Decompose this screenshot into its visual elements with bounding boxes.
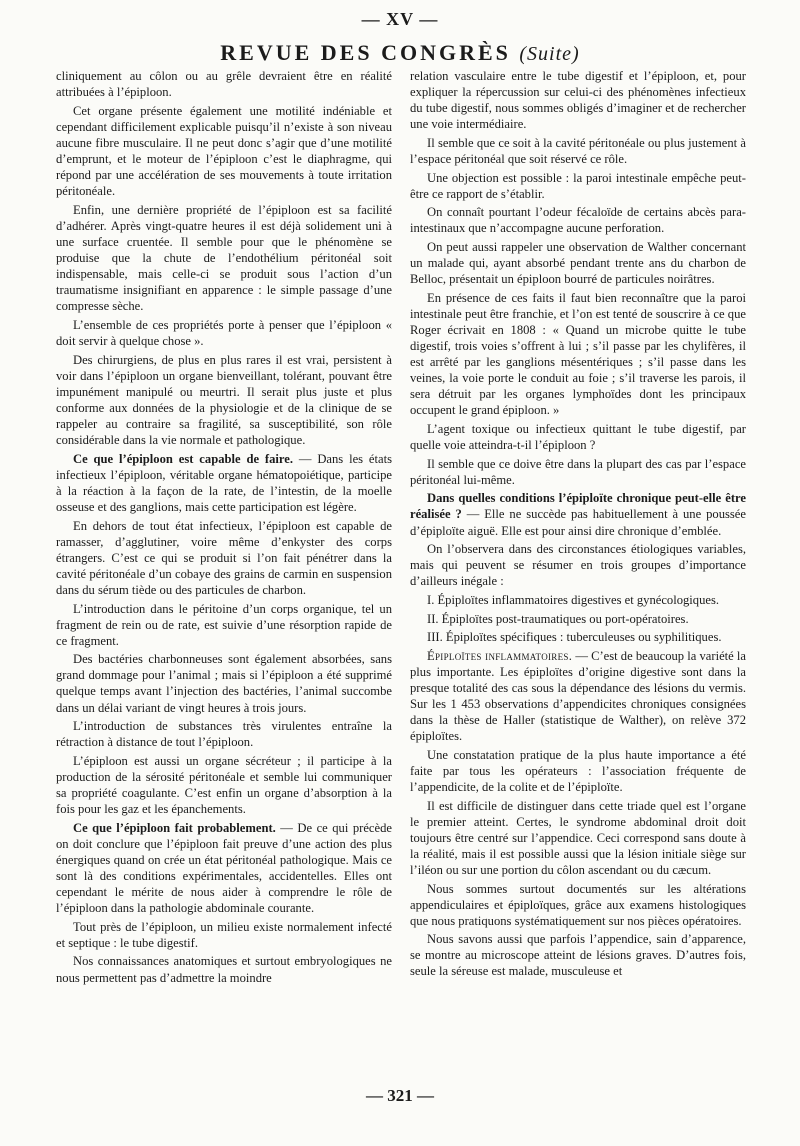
paragraph: Des chirurgiens, de plus en plus rares il est vrai, persistent à voir dans l’épiploon un organe bienveillant, tolérant, pouvant être impunément manipulé ou meurtri. Il serait plus juste et plus conforme aux données de la physiologie et de la clinique de se rappeler au contraire sa fragilité, sa susceptibilité, son rôle considérable dans la vie normale et pathologique.	[56, 352, 392, 448]
section-heading: Dans quelles conditions l’épiploïte chronique peut-elle être réalisée ?	[410, 491, 746, 522]
section-text: — Dans les états infectieux l’épiploon, véritable organe hématopoiétique, participe à la réaction à la façon de la rate, de l’intestin, de la moelle osseuse et des ganglions, mais cette participation est légère.	[56, 451, 392, 514]
roman-page-number: — XV —	[361, 9, 439, 29]
paragraph: L’agent toxique ou infectieux quittant le tube digestif, par quelle voie atteindra-t-il l’épiploon ?	[410, 421, 746, 453]
paragraph: On peut aussi rappeler une observation de Walther concernant un malade qui, ayant absorbé pendant trente ans du charbon de Belloc, présentait un épiploon bourré de particules noirâtres.	[410, 239, 746, 287]
paragraph: Enfin, une dernière propriété de l’épiploon est sa facilité d’adhérer. Après vingt-quatre heures il est déjà solidement uni à une surface cruentée. Il semble pour que le phénomène se produise que la chute de l’endothélium péritonéal soit indispensable, mais celle-ci se produit sous l’action d’un traumatisme insignifiant en apparence : le simple passage d’une compresse sèche.	[56, 202, 392, 314]
paragraph: L’introduction dans le péritoine d’un corps organique, tel un fragment de rein ou de rate, est suivie d’une résorption rapide de ce fragment.	[56, 601, 392, 648]
paragraph: Tout près de l’épiploon, un milieu existe normalement infecté et septique : le tube digestif.	[56, 919, 392, 950]
paragraph: Une objection est possible : la paroi intestinale empêche peut-être ce rapport de s’établir.	[410, 170, 746, 201]
paragraph: En présence de ces faits il faut bien reconnaître que la paroi intestinale peut être franchie, et l’on est tenté de souscrire à ce que Roger écrivait en 1808 : « Quand un microbe quitte le tube digestif, trois voies s’offrent à lui ; s’il passe par les chylifères, il est arrêté par les ganglions mésentériques ; s’il passe dans les veines, la voie porte le conduit au foie ; s’il traverse les parois, il sera détruit par les organes lymphoïdes dont les principaux occupent le grand épiploon. »	[410, 290, 746, 418]
paragraph: L’ensemble de ces propriétés porte à penser que l’épiploon « doit servir à quelque chose ».	[56, 317, 392, 348]
left-column	[56, 68, 392, 1088]
paragraph: En dehors de tout état infectieux, l’épiploon est capable de ramasser, d’agglutiner, voire même d’enkyster des corps étrangers. C’est ce qui se produit si l’on fait pénétrer dans la cavité péritonéale d’un cobaye des grains de carmin en suspension dans du sérum tiède ou des particules de charbon.	[56, 518, 392, 597]
section-paragraph	[410, 490, 746, 538]
title-suffix: (Suite)	[519, 43, 580, 65]
paragraph: relation vasculaire entre le tube digestif et l’épiploon, et, pour expliquer la répercussion sur celui-ci des phénomènes infectieux du tube digestif, nous sommes obligés d’imaginer et de rechercher une voie intermédiaire.	[410, 69, 746, 132]
paragraph: Nous sommes surtout documentés sur les altérations appendiculaires et épiploïques, grâce aux examens histologiques que nous pratiquons systématiquement sur nos pièces opératoires.	[410, 881, 746, 928]
paragraph: L’introduction de substances très virulentes entraîne la rétraction à distance de tout l’épiploon.	[56, 719, 392, 750]
list-item: II. Épiploïtes post-traumatiques ou port-opératoires.	[427, 611, 689, 626]
paragraph: Cet organe présente également une motilité indéniable et cependant difficilement explicable puisqu’il n’existe à son niveau aucune fibre musculaire. Il ne peut donc s’agir que d’une motilité d’emprunt, et le moteur de l’épiploon c’est le diaphragme, qui répond par une accélération de ses mouvements à toute irritation péritonéale.	[56, 103, 392, 199]
section-text: — C’est de beaucoup la variété la plus importante. Les épiploïtes d’origine digestive sont dans la presque totalité des cas sous la dépendance des lésions du vermis. Sur les 1 453 observations d’appendicites chroniques consignées dans la thèse de Haller (statistique de Walther), on relève 372 épiploïtes.	[410, 648, 746, 744]
page-title	[0, 40, 800, 67]
section-heading: Épiploïtes inflammatoires.	[427, 648, 573, 663]
right-column	[410, 68, 746, 1088]
section-heading: Ce que l’épiploon est capable de faire.	[73, 451, 293, 466]
section-heading: Ce que l’épiploon fait probablement.	[73, 820, 276, 835]
list-item: I. Épiploïtes inflammatoires digestives et gynécologiques.	[427, 592, 720, 607]
list-item: III. Épiploïtes spécifiques : tuberculeuses ou syphilitiques.	[427, 630, 722, 645]
paragraph: Il est difficile de distinguer dans cette triade quel est l’organe le premier atteint. Certes, le syndrome abdominal droit doit toujours être centré sur l’appendice. Ceci correspond sans doute à la réalité, mais il est possible aussi que la lésion initiale siège sur l’iléon ou sur une portion du côlon ascendant ou du cæcum.	[410, 798, 746, 877]
section-paragraph	[410, 648, 746, 745]
paragraph: L’épiploon est aussi un organe sécréteur ; il participe à la production de la sérosité péritonéale et semble lui communiquer sa propriété coagulante. C’est enfin un organe d’absorption à la fois pour les gaz et les épanchements.	[56, 753, 392, 817]
title-text: REVUE DES CONGRÈS	[220, 40, 511, 65]
paragraph: Il semble que ce doive être dans la plupart des cas par l’espace péritonéal lui-même.	[410, 456, 746, 487]
paragraph: Il semble que ce soit à la cavité péritonéale ou plus justement à l’espace péritonéal que soit réservé ce rôle.	[410, 135, 746, 166]
paragraph: Nos connaissances anatomiques et surtout embryologiques ne nous permettent pas d’admettre la moindre	[56, 954, 392, 985]
paragraph: Des bactéries charbonneuses sont également absorbées, sans grand dommage pour l’animal ; mais si l’épiploon a été supprimé quelque temps avant l’injection des bactéries, l’animal succombe dans un délai variant de vingt heures à trois jours.	[56, 652, 392, 715]
paragraph: On l’observera dans des circonstances étiologiques variables, mais qui peuvent se résumer en trois groupes d’importance d’ailleurs inégale :	[410, 542, 746, 589]
section-paragraph	[56, 451, 392, 515]
paragraph: Nous savons aussi que parfois l’appendice, sain d’apparence, se montre au microscope atteint de lésions graves. D’autres fois, seule la séreuse est malade, musculeuse et	[410, 932, 746, 979]
paragraph: cliniquement au côlon ou au grêle devraient être en réalité attribuées à l’épiploon.	[56, 69, 392, 100]
paragraph: Une constatation pratique de la plus haute importance a été faite par tous les opérateurs : l’association fréquente de l’appendicite, de la colite et de l’épiploïte.	[410, 747, 746, 794]
page-number: — 321 —	[366, 1086, 434, 1105]
section-text: — De ce qui précède on doit conclure que l’épiploon fait preuve d’une action des plus énergiques quand on crée un état péritonéal pathologique. Mais ce sont là des conditions expérimentales, accidentelles. Elles ont cependant le mérite de nous aider à comprendre le rôle de l’épiploon dans la pathologie abdominale courante.	[56, 820, 392, 916]
section-paragraph	[56, 820, 392, 917]
paragraph: On connaît pourtant l’odeur fécaloïde de certains abcès para-intestinaux que n’accompagne aucune perforation.	[410, 205, 746, 236]
section-text: — Elle ne succède pas habituellement à une poussée d’épiploïte aiguë. Elle est pour ainsi dire chronique d’emblée.	[410, 507, 746, 538]
